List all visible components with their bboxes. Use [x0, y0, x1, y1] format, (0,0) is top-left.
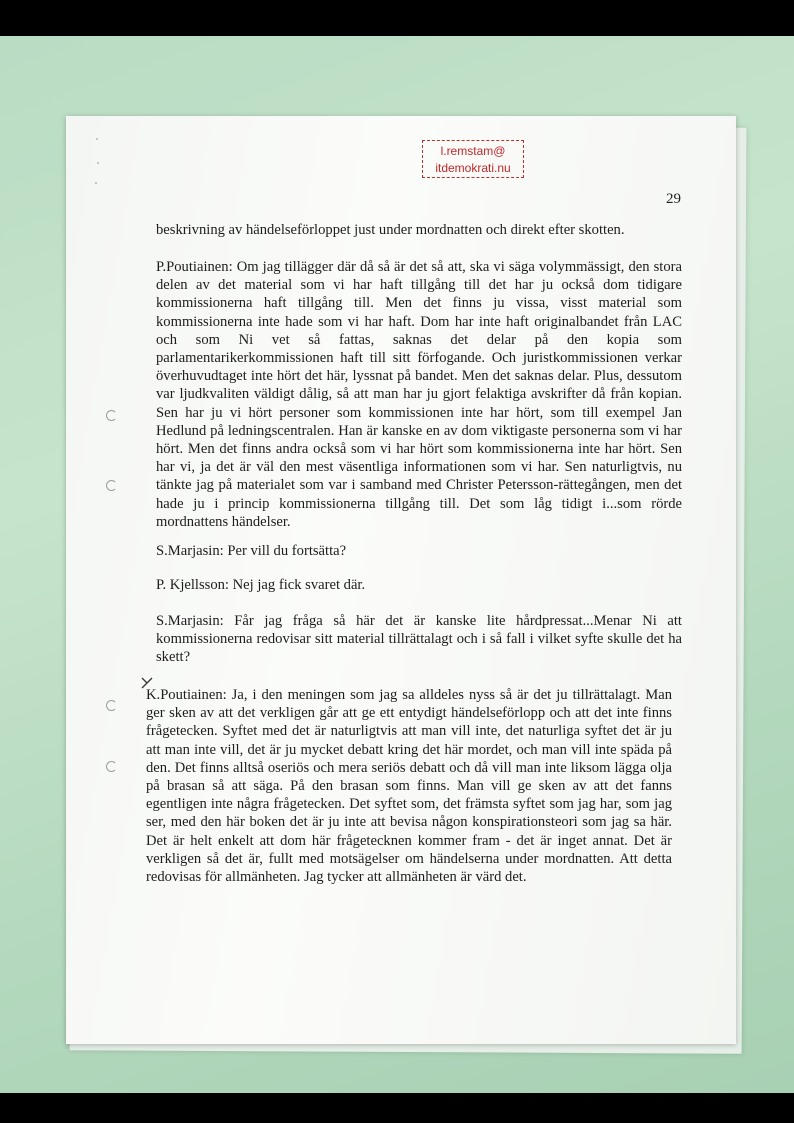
handwritten-correction-mark	[140, 676, 154, 690]
stamp-line-2: itdemokrati.nu	[435, 161, 511, 175]
email-stamp	[422, 140, 524, 178]
punch-hole	[106, 410, 117, 421]
punch-hole	[106, 480, 117, 491]
paragraph-marjasin-2: S.Marjasin: Får jag fråga så här det är kanske lite hårdpressat...Menar Ni att kommissionerna redovisar sitt material tillrättalagt och i så fall i vilket syfte skulle det ha skett?	[156, 613, 682, 666]
paper-speck	[97, 162, 99, 164]
paper-speck	[96, 138, 98, 140]
page-number: 29	[666, 191, 681, 207]
paragraph-poutiainen-2: K.Poutiainen: Ja, i den meningen som jag sa alldeles nyss så är det ju tillrättalagt. Man ger sken av att det verkligen går att ge ett entydigt händelseförlopp och att det inte finns frågetecken. Syftet med det är naturligtvis att man vill inte, det naturliga syftet det är ju att man inte vill, det är ju mycket debatt kring det här mordet, och man vill inte späda på den. Det finns alltså oseriös och mera seriös debatt och då vill man inte liksom lägga olja på brasan så att säga. På den brasan som finns. Man vill ge sken av att det fanns egentligen inte några frågetecken. Det syftet som, det främsta syftet som jag har, som jag ser, med den här boken det är ju inte att bevisa någon konspirationsteori som jag sa här. Det är helt enkelt att dom här frågetecknen kommer fram - det är inget annat. Det är verkligen så det är, fullt med motsägelser om händelserna under mordnatten. Att detta redovisas för allmänheten. Jag tycker att allmänheten är värd det.	[146, 687, 672, 886]
paragraph-kjellsson: P. Kjellsson: Nej jag fick svaret där.	[156, 577, 366, 593]
bottom-black-border	[0, 1093, 794, 1123]
punch-hole	[106, 700, 117, 711]
punch-hole	[106, 761, 117, 772]
paragraph-marjasin-1: S.Marjasin: Per vill du fortsätta?	[156, 543, 347, 559]
top-black-border	[0, 0, 794, 36]
paper-speck	[95, 182, 97, 184]
stamp-line-1: l.remstam@	[440, 144, 506, 158]
paragraph-poutiainen-1: P.Poutiainen: Om jag tillägger där då så är det så att, ska vi säga volymmässigt, den stora delen av det material som vi har haft tillgång till det har ju också dom tidigare kommissionerna haft tillgång till. Men det finns ju vissa, visst material som kommissionerna inte hade som vi har haft. Dom har inte haft originalbandet från LAC och som Ni vet så fattas, saknas det delar på den kopia som parlamentarikerkommissionen haft till sitt förfogande. Och juristkommissionen verkar överhuvudtaget inte hört det här, lyssnat på bandet. Men det saknas delar. Plus, dessutom var ljudkvaliten väldigt dålig, så att man har ju gjort felaktiga avskrifter då från kopian. Sen har ju vi hört personer som kommissionen inte har hört, som till exempel Jan Hedlund på ledningscentralen. Han är kanske en av dom viktigaste personerna som vi har hört. Men det finns andra också som vi har hört som kommissionerna inte har hört. Sen har vi, ja det är väl den mest väsentliga informationen som vi har. Sen naturligtvis, nu tänkte jag på materialet som var i samband med Christer Petersson-rättegången, men det hade ju i princip kommissionerna tillgång till. Det som låg tidigt i...som rörde mordnattens händelser.	[156, 259, 682, 530]
table-surface	[0, 36, 794, 1093]
paragraph-intro: beskrivning av händelseförloppet just under mordnatten och direkt efter skotten.	[156, 222, 625, 238]
document-page	[66, 116, 736, 1044]
